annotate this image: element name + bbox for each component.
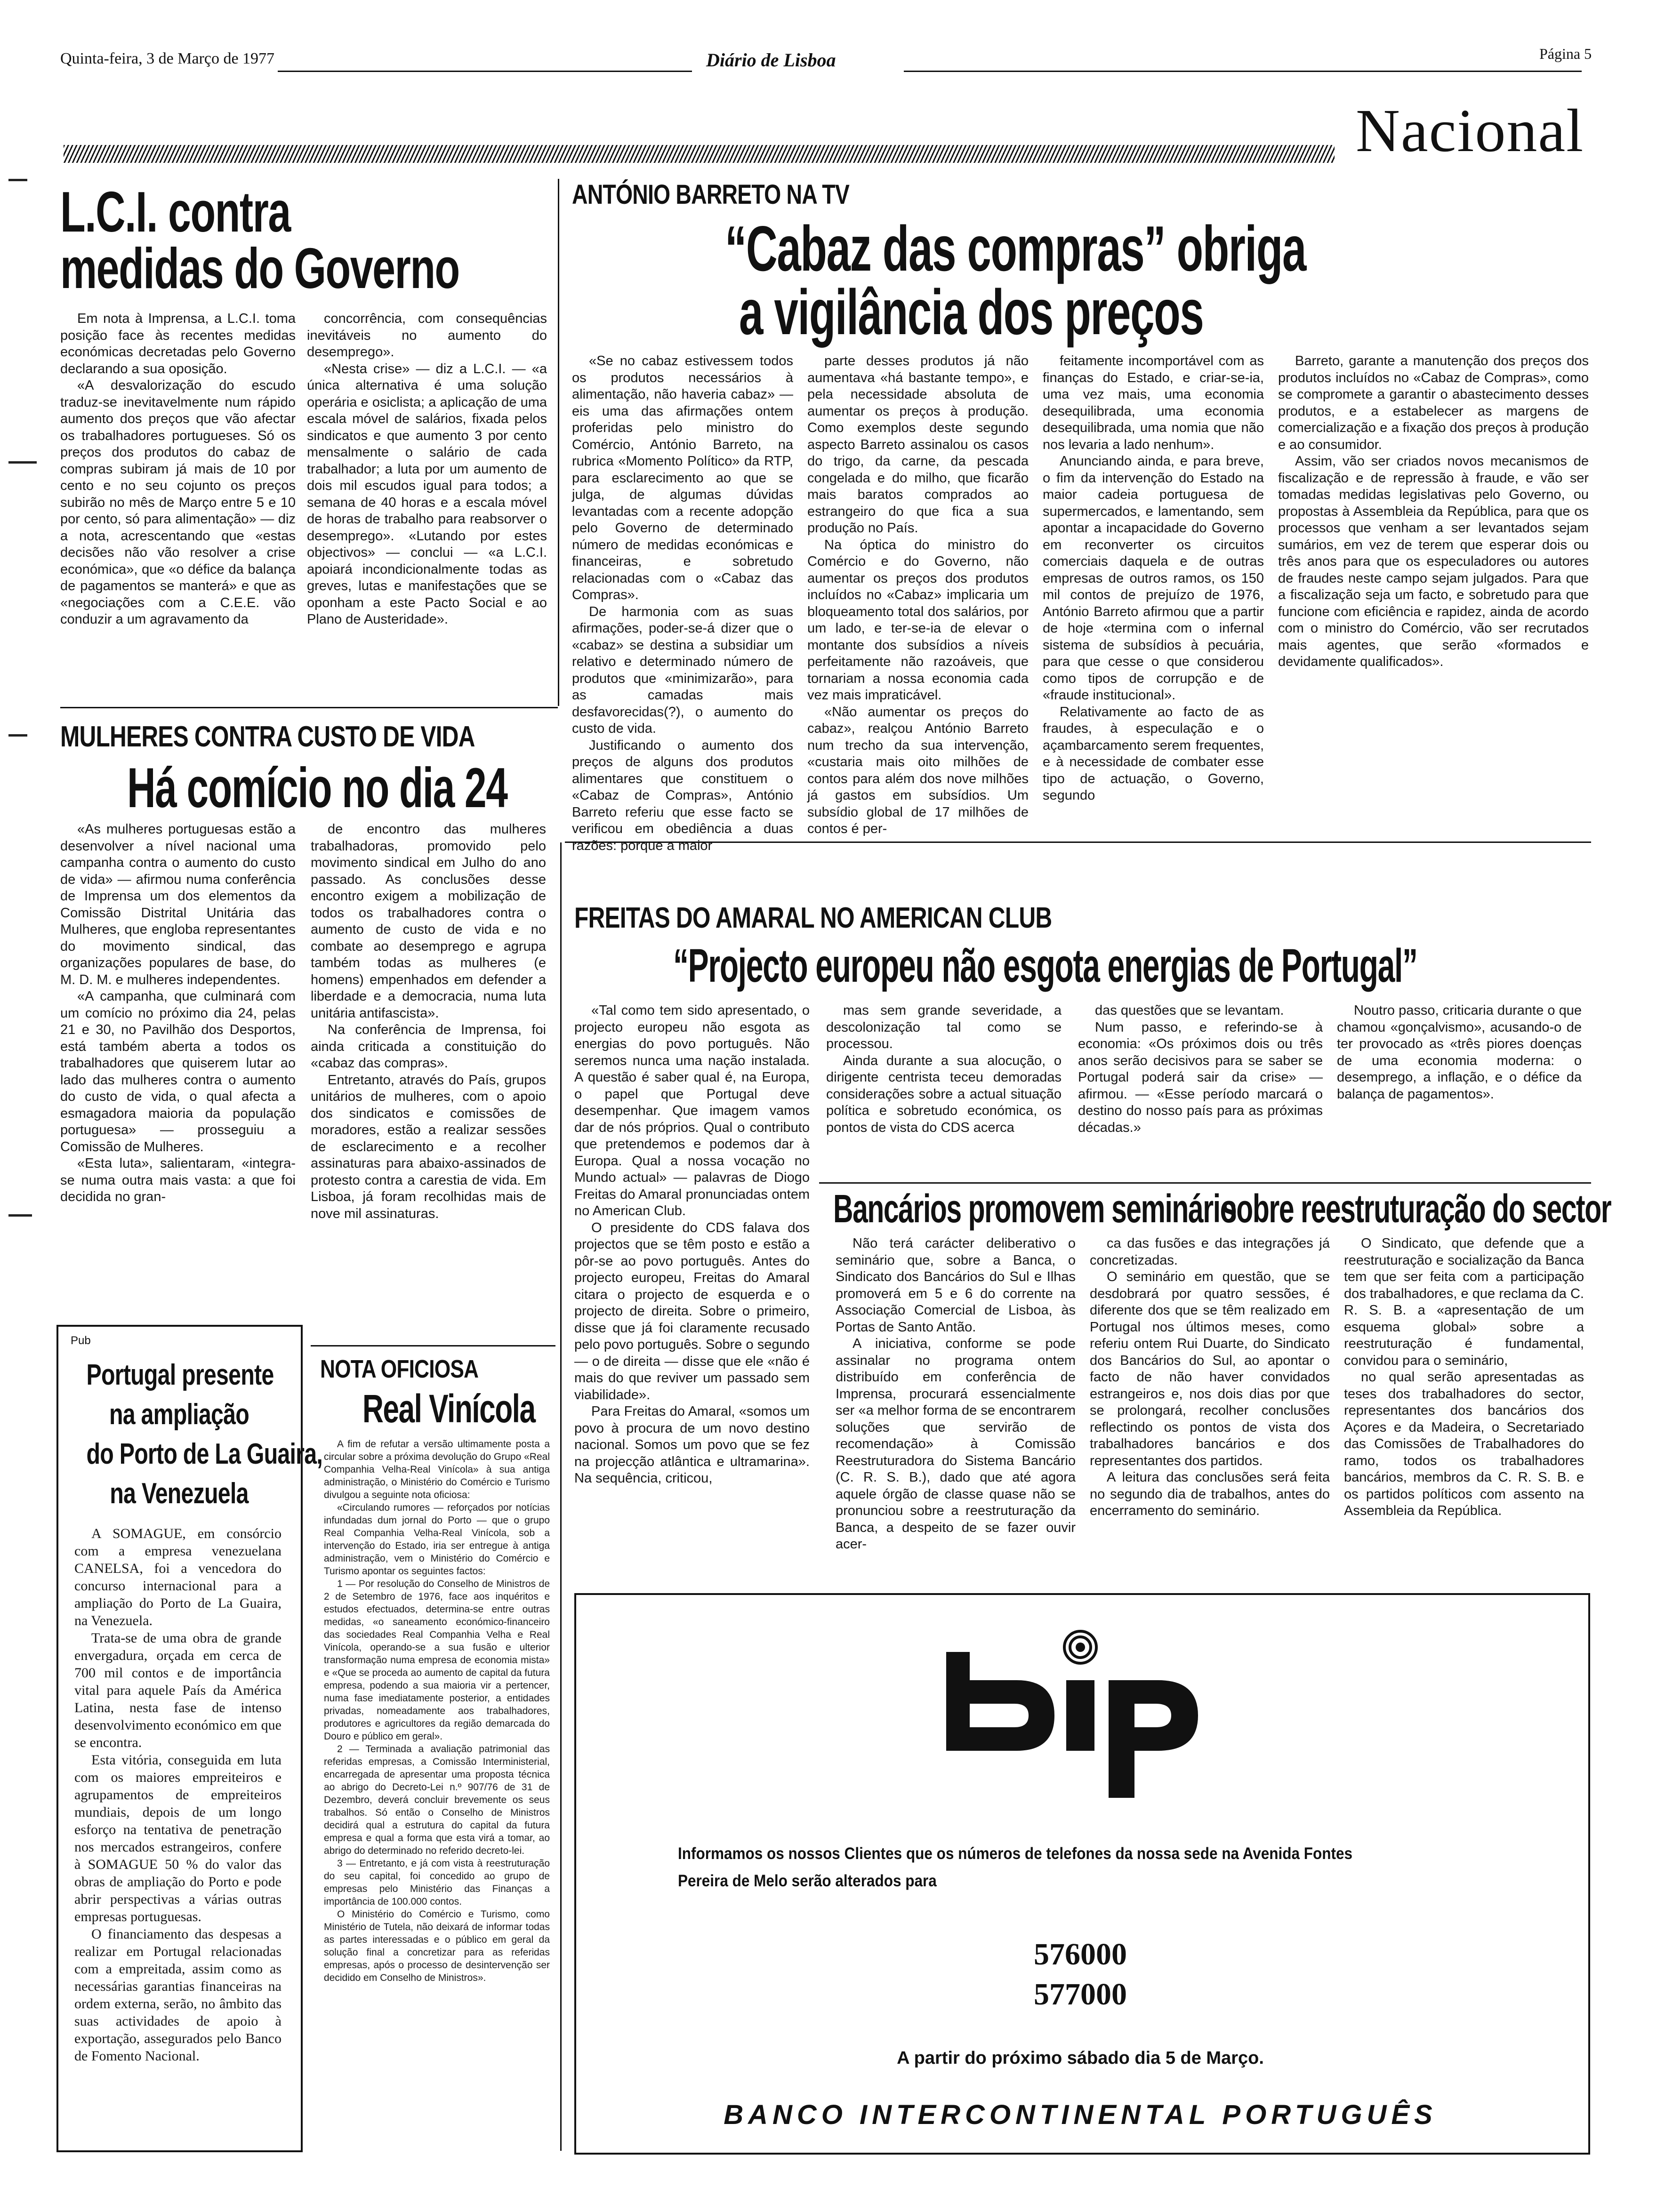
paragraph: 2 — Terminada a avaliação patrimonial das referidas empresas, a Comissão Interministerial, encarregada de apresentar uma proposta técnica ao abrigo do Decreto-Lei n.º 907/76 de 31 de Dezembro, deverá concluir brevemente os seus trabalhos. Só então o Conselho de Ministros decidirá qual a estrutura do capital da futura empresa e qual a forma que esta virá a tomar, ao abrigo do determinado no referido decreto-lei. (324, 1744, 550, 1856)
mulheres-column-2 (311, 821, 546, 1344)
paragraph: Não terá carácter deliberativo o seminário que, sobre a Banca, o Sindicato dos Bancários do Sul e Ilhas promoverá em 5 e 6 do corrente na Associação Comercial de Lisboa, às Portas de Santo Antão. (836, 1236, 1076, 1335)
paragraph: Relativamente ao facto de as fraudes, à especulação e o açambarcamento serem frequentes, e à necessidade de combater esse tipo de actuação, o Governo, segundo (1043, 704, 1264, 803)
nota-body (324, 1438, 550, 2158)
paragraph: A fim de refutar a versão ultimamente posta a circular sobre a próxima devolução do Grupo «Real Companhia Velha-Real Vinícola» à sua antiga administração, o Ministério do Comércio e Turismo divulgou a seguinte nota oficiosa: (324, 1439, 550, 1500)
freitas-column-4 (1337, 1002, 1582, 1191)
freitas-column-1 (574, 1002, 810, 1558)
paragraph: Noutro passo, criticaria durante o que chamou «gonçalvismo», acusando-o de ter provocado as «três piores doenças de uma economia moderna: o desemprego, a inflação, e o défice da balança de pagamentos». (1337, 1003, 1582, 1102)
issue-date: Quinta-feira, 3 de Março de 1977 (60, 50, 275, 67)
paragraph: Num passo, e referindo-se à economia: «Os próximos dois ou três anos serão decisivos para se saber se Portugal poderá sair da crise» — afirmou. — «Esse período marcará o destino do nosso país para as próximas décadas.» (1078, 1019, 1323, 1135)
mulheres-column-1 (60, 821, 296, 1313)
pub-body (74, 1525, 282, 2137)
mulheres-headline: Há comício no dia 24 (127, 756, 507, 819)
mulheres-kicker: MULHERES CONTRA CUSTO DE VIDA (60, 721, 475, 753)
bip-logo-letter-b (946, 1652, 1054, 1751)
paragraph: «Nesta crise» — diz a L.C.I. — «a única alternativa é uma solução operária e osiclista; a aplicação de uma escala móvel de salários, fixada pelos sindicatos e que aumento 3 por cento mensalmente o salário de cada trabalhador; a luta por um aumento de dois mil escudos igual para todos; a semana de 40 horas e a escala móvel de horas de trabalho para reabsorver o desemprego». «Lutando por estes objectivos» — conclui — «a L.C.I. apoiará incondicionalmente todas as greves, lutas e manifestações que se oponham a este Pacto Social e ao Plano de Austeridade». (307, 361, 547, 627)
paragraph: Anunciando ainda, e para breve, o fim da intervenção do Estado na maior cadeia portuguesa de supermercados, e lamentando, sem apontar a incapacidade do Governo em reconverter os circuitos comerciais daquela e de outras empresas de outros ramos, os 150 mil contos de prejuízo de 1976, António Barreto afirmou que a partir de hoje «termina com o infernal sistema de subsídios à pecuária, para que cesse o que considerou como tipos de corrupção e de «fraude institucional». (1043, 454, 1264, 703)
column-divider (560, 842, 562, 2151)
bancarios-headline-part2: sobre reestruturação do sector (1222, 1186, 1611, 1231)
lci-headline-line1: L.C.I. contra (60, 180, 290, 244)
paragraph: de encontro das mulheres trabalhadoras, promovido pelo movimento sindical em Julho do ano passado. As conclusões desse encontro exigem a mobilização de todos os trabalhadores contra o aumento de custo de vida e no combate ao desemprego e agrupa também todas as mulheres (e homens) empenhados em defender a liberdade e a democracia, numa luta unitária antifascista». (311, 822, 546, 1021)
masthead-rule-right (904, 71, 1582, 72)
paragraph: concorrência, com consequências inevitáveis no aumento do desemprego». (307, 311, 547, 360)
paragraph: «Tal como tem sido apresentado, o projecto europeu não esgota as energias do povo português. Não seremos nunca uma nação instalada. A questão é saber qual é, na Europa, o papel que Portugal deve desempenhar. Que imagem vamos dar de nós próprios. Qual o contributo que pretendemos e podemos dar à Europa. Qual a nossa vocação no Mundo actual» — palavras de Diogo Freitas do Amaral pronunciadas ontem no American Club. (574, 1003, 810, 1218)
freitas-headline: “Projecto europeu não esgota energias de Portugal” (673, 939, 1417, 992)
paragraph: O Ministério do Comércio e Turismo, como Ministério de Tutela, não deixará de informar todas as partes interessadas e o público em geral da solução final a concretizar para as referidas empresas, após o processo de desintervenção ser decidido em Conselho de Ministros». (324, 1909, 550, 1983)
bip-bank-name: BANCO INTERCONTINENTAL PORTUGUÊS (724, 2100, 1437, 2130)
paragraph: «A desvalorização do escudo traduz-se inevitavelmente num rápido aumento dos preços que vão afectar os trabalhadores portugueses. Só os preços dos produtos do cabaz de compras subiram já mais de 10 por cento e no seu cojunto os preços subirão no mês de Março entre 5 e 10 por cento, só para alimentação» — diz a nota, acrescentando que «estas decisões não vão resolver a crise económica», que «o défice da balança de pagamentos se manterá» e que as «negociações com a C.E.E. vão conduzir a um agravamento da (60, 378, 296, 627)
scan-mark (8, 461, 37, 464)
nota-kicker: NOTA OFICIOSA (320, 1355, 479, 1383)
paragraph: Justificando o aumento dos preços de alguns dos produtos alimentares que constituem o «Cabaz de Compras», António Barreto referiu que esse facto se verificou em obediência a duas razões: porque a maior (572, 737, 793, 853)
barreto-column-3 (1043, 353, 1264, 835)
masthead-rule-left (278, 71, 692, 72)
newspaper-name: Diário de Lisboa (706, 49, 836, 71)
bancarios-headline-part1: Bancários promovem seminário (833, 1186, 1237, 1231)
freitas-column-3 (1078, 1002, 1323, 1191)
barreto-column-4 (1278, 353, 1589, 835)
freitas-column-2 (826, 1002, 1062, 1191)
bip-logo-letter-p (1109, 1680, 1198, 1798)
article-divider (311, 1345, 555, 1346)
paragraph: «A campanha, que culminará com um comício no próximo dia 24, pelas 21 e 30, no Pavilhão dos Desportos, está também aberta a todos os trabalhadores que quiserem lutar ao lado das mulheres contra o aumento do custo de vida, o qual afecta a esmagadora maioria da população portuguesa» — prosseguiu a Comissão de Mulheres. (60, 989, 296, 1154)
paragraph: O Sindicato, que defende que a reestruturação e socialização da Banca tem que ser feita com a participação dos trabalhadores, e que reclama da C. R. S. B. a «apresentação de um esquema global» sobre a reestruturação é fundamental, convidou para o seminário, (1344, 1236, 1584, 1368)
bip-announcement: Informamos os nossos Clientes que os números de telefones da nossa sede na Avenida Fontes Pereira de Melo serão alterados para (678, 1844, 1353, 1890)
paragraph: O seminário em questão, que se desdobrará por quatro sessões, é diferente dos que se têm realizado em Portugal nos últimos meses, como referiu ontem Rui Duarte, do Sindicato dos Bancários do Sul, ao apontar o facto de não haver convidados estrangeiros e, nos dois dias por que se prolongará, recolher conclusões reflectindo os pontos de vista dos trabalhadores bancários e dos representantes dos partidos. (1090, 1269, 1330, 1468)
paragraph: das questões que se levantam. (1095, 1003, 1284, 1018)
pub-headline-line: do Porto de La Guaira, (86, 1438, 322, 1470)
lci-headline-line2: medidas do Governo (60, 236, 459, 300)
bancarios-column-3 (1344, 1235, 1584, 1572)
column-divider (558, 179, 559, 706)
bip-date-note: A partir do próximo sábado dia 5 de Março. (897, 2048, 1264, 2068)
paragraph: parte desses produtos já não aumentava «há bastante tempo», e pela necessidade absoluta de aumentar os preços à produção. Como exemplos deste segundo aspecto Barreto assinalou os casos do trigo, da carne, da pescada congelada e do milho, que ficarão mais baratos comprados ao estrangeiro do que fica a sua produção no País. (807, 353, 1029, 536)
paragraph: Esta vitória, conseguida em luta com os maiores empreiteiros e agrupamentos de empreiteiros mundiais, depois de um longo esforço na tentativa de penetração nos mercados estrangeiros, confere à SOMAGUE 50 % do valor das obras de ampliação do Porto e pode abrir perspectivas a várias outras empresas portuguesas. (74, 1752, 282, 1924)
paragraph: 3 — Entretanto, e já com vista à reestruturação do seu capital, foi concedido ao grupo de empresas pelo Ministério das Finanças a importância de 100.000 contos. (324, 1858, 550, 1907)
article-divider (819, 1182, 1591, 1184)
paragraph: «Não aumentar os preços do cabaz», realçou António Barreto num trecho da sua intervenção, «custaria mais oito milhões de contos para além dos nove milhões já gastos em subsídios. Um subsídio global de 17 milhões de contos é per- (807, 704, 1029, 836)
bancarios-column-2 (1090, 1235, 1330, 1572)
section-title: Nacional (1356, 97, 1585, 165)
article-divider (60, 707, 558, 708)
scan-mark (8, 734, 27, 737)
lci-column-2 (307, 311, 547, 694)
paragraph: A leitura das conclusões será feita no segundo dia de trabalhos, antes do encerramento do seminário. (1090, 1470, 1330, 1518)
barreto-headline-line1: “Cabaz das compras” obriga (725, 213, 1306, 284)
nota-headline: Real Vinícola (362, 1387, 535, 1431)
paragraph: A SOMAGUE, em consórcio com a empresa venezuelana CANELSA, foi a vencedora do concurso internacional para a ampliação do Porto de La Guaira, na Venezuela. (74, 1526, 282, 1628)
paragraph: «Esta luta», salientaram, «integra-se numa outra mais vasta: a que foi decidida no gran- (60, 1156, 296, 1204)
pub-headline (60, 1355, 322, 1514)
paragraph: Entretanto, através do País, grupos unitários de mulheres, com o apoio dos sindicatos e comissões de moradores, estão a realizar sessões de esclarecimento e a recolher assinaturas para abaixo-assinados de protesto contra a carestia de vida. Em Lisboa, já foram recolhidas mais de nove mil assinaturas. (311, 1072, 546, 1221)
paragraph: Em nota à Imprensa, a L.C.I. toma posição face às recentes medidas económicas decretadas pelo Governo declarando a sua oposição. (60, 311, 296, 377)
scan-mark (8, 1214, 32, 1217)
barreto-headline-line2: a vigilância dos preços (739, 276, 1204, 348)
paragraph: «Se no cabaz estivessem todos os produtos necessários à alimentação, não haveria cabaz» — eis uma das afirmações ontem proferidas pelo ministro do Comércio, António Barreto, na rubrica «Momento Político» da RTP, para esclarecimento ao que se julga, de algumas dúvidas levantadas com a recente adopção pelo Governo de determinado número de medidas económicas e financeiras, e sobretudo relacionadas com o «Cabaz das Compras». (572, 353, 793, 602)
section-hatch-band (64, 145, 1335, 163)
paragraph: De harmonia com as suas afirmações, poder-se-á dizer que o «cabaz» se destina a subsidiar um relativo e determinado número de produtos que «minimizarão», para as camadas mais desfavorecidas(?), o aumento do custo de vida. (572, 604, 793, 736)
paragraph: O financiamento das despesas a realizar em Portugal relacionadas com a empreitada, assim como as necessárias garantias financeiras na ordem externa, serão, no âmbito das suas actividades de apoio à exportação, assegurados pelo Banco de Fomento Nacional. (74, 1926, 282, 2064)
paragraph: ca das fusões e das integrações já concretizadas. (1090, 1236, 1330, 1268)
barreto-column-1 (572, 353, 793, 853)
bip-logo-letter-i (1066, 1680, 1094, 1751)
paragraph: «As mulheres portuguesas estão a desenvolver a nível nacional uma campanha contra o aumento do custo de vida» — afirmou numa conferência de Imprensa um dos elementos da Comissão Distrital Unitária das Mulheres, que engloba representantes do movimento sindical, das organizações populares de base, do M. D. M. e mulheres independentes. (60, 822, 296, 987)
paragraph: Assim, vão ser criados novos mecanismos de fiscalização e de repressão à fraude, e vão ser tomadas medidas legislativas pelo Governo, ou propostas à Assembleia da República, para que os processos que venham a ser levantados sejam sumários, em vez de terem que esperar dois ou três anos para que os especuladores ou autores de fraudes neste campo sejam julgados. Para que a fiscalização seja um facto, e sobretudo para que funcione com eficiência e rapidez, ainda de acordo com o ministro do Comércio, vão ser recrutados mais agentes, que serão «formados e devidamente qualificados». (1278, 454, 1589, 669)
pub-tag: Pub (71, 1334, 91, 1347)
paragraph: 1 — Por resolução do Conselho de Ministros de 2 de Setembro de 1976, face aos inquéritos e estudos efectuados, determina-se entre outras medidas, «o saneamento económico-financeiro das sociedades Real Companhia Velha e Real Vinícola, operando-se a sua fusão e ulterior transformação numa empresa de economia mista» e «Que se proceda ao aumento de capital da futura empresa, podendo a sua maioria vir a pertencer, numa fase imediatamente posterior, a entidades privadas, nomeadamente aos trabalhadores, produtores e agricultores da região demarcada do Douro e público em geral». (324, 1579, 550, 1742)
paragraph: Ainda durante a sua alocução, o dirigente centrista teceu demoradas considerações sobre a actual situação política e sobretudo económica, os pontos de vista do CDS acerca (826, 1053, 1062, 1135)
paragraph: Para Freitas do Amaral, «somos um povo à procura de um novo destino nacional. Somos um povo que se fez na projecção atlântica e ultramarina». Na sequência, criticou, (574, 1404, 810, 1486)
paragraph: O presidente do CDS falava dos projectos que se têm posto e estão a pôr-se ao povo português. Antes do projecto europeu, Freitas do Amaral citara o projecto de esquerda e o projecto de direita. Sobre o primeiro, disse que já foi claramente recusado pelo povo português. Sobre o segundo — o de direita — disse que ele «não é mais do que reviver um passado sem viabilidade». (574, 1220, 810, 1403)
bip-logo (937, 1610, 1229, 1817)
paragraph: mas sem grande severidade, a descolonização tal como se processou. (826, 1003, 1062, 1051)
scan-mark (8, 179, 27, 181)
page-number: Página 5 (1539, 45, 1592, 62)
pub-headline-line: Portugal presente (86, 1359, 274, 1391)
phone-number-1: 576000 (1034, 1937, 1127, 1972)
article-divider (565, 842, 1591, 843)
phone-number-2: 577000 (1034, 1977, 1127, 2012)
paragraph: Trata-se de uma obra de grande envergadura, orçada em cerca de 700 mil contos e de importância vital para aquele País da América Latina, nesta fase de intenso desenvolvimento económico em que se encontra. (74, 1630, 282, 1750)
pub-headline-line: na Venezuela (110, 1477, 249, 1510)
paragraph: «Circulando rumores — reforçados por notícias infundadas dum jornal do Porto — que o grupo Real Companhia Velha-Real Vinícola, sob a intervenção do Estado, iria ser entregue à antiga administração, vem o Ministério do Comércio e Turismo apontar os seguintes factos: (324, 1502, 550, 1577)
pub-headline-line: na ampliação (109, 1398, 249, 1431)
paragraph: Na conferência de Imprensa, foi ainda criticada a constituição do «cabaz das compras». (311, 1022, 546, 1071)
paragraph: A iniciativa, conforme se pode assinalar no programa ontem distribuído em conferência de Imprensa, procurará essencialmente ser «a melhor forma de se encontrarem soluções que servirão de recomendação» à Comissão Reestruturadora do Sistema Bancário (C. R. S. B.), dado que até agora aquele órgão de classe quase não se pronunciou sobre a reestruturação da Banca, a despeito de se fazer ouvir acer- (836, 1336, 1076, 1552)
paragraph: no qual serão apresentadas as teses dos trabalhadores do sector, representantes dos bancários dos Açores e da Madeira, o Secretariado das Comissões de Trabalhadores do ramo, todos os trabalhadores bancários, membros da C. R. S. B. e os partidos políticos com assento na Assembleia da República. (1344, 1370, 1584, 1518)
paragraph: Na óptica do ministro do Comércio e do Governo, não aumentar os preços dos produtos incluídos no «Cabaz» implicaria um bloqueamento total dos salários, por um lado, e ter-se-ia de elevar o montante dos subsídios a níveis perfeitamente não razoáveis, que tornariam a nossa economia cada vez mais impraticável. (807, 537, 1029, 703)
bancarios-column-1 (836, 1235, 1076, 1572)
barreto-column-2 (807, 353, 1029, 835)
paragraph: feitamente incomportável com as finanças do Estado, e criar-se-ia, uma vez mais, uma economia desequilibrada, uma economia desequilibrada, uma nomia que não nos levaria a lado nenhum». (1043, 353, 1264, 452)
freitas-kicker: FREITAS DO AMARAL NO AMERICAN CLUB (574, 902, 1052, 934)
lci-column-1 (60, 311, 296, 694)
barreto-kicker: ANTÓNIO BARRETO NA TV (572, 179, 849, 210)
paragraph: Barreto, garante a manutenção dos preços dos produtos incluídos no «Cabaz de Compras», como se compromete a garantir o abastecimento desses produtos, e a estabelecer as margens de comercialização e a fixação dos preços à produção e ao consumidor. (1278, 353, 1589, 452)
